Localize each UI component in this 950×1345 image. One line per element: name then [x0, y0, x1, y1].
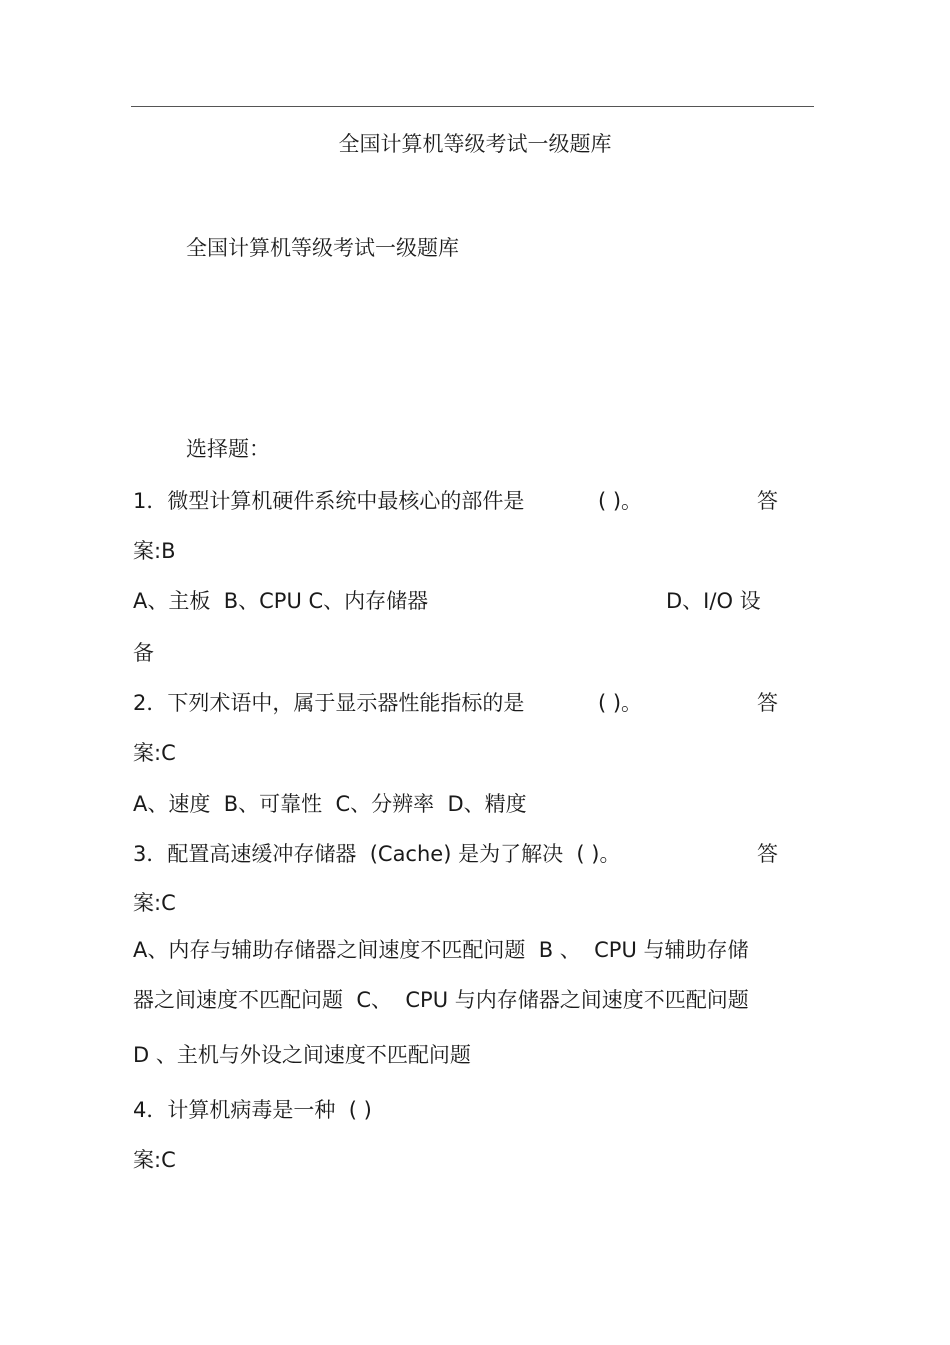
answer-blank: ( )。 [598, 691, 643, 715]
running-header-title: 全国计算机等级考试一级题库 [338, 132, 612, 156]
section-heading: 选择题： [186, 437, 270, 461]
options-line: 器之间速度不匹配问题 C、 CPU 与内存储器之间速度不匹配问题 [133, 988, 749, 1012]
answer-text: 案:C [133, 891, 176, 915]
document-title: 全国计算机等级考试一级题库 [186, 236, 459, 260]
answer-blank: ( )。 [598, 489, 643, 513]
answer-text: 案:C [133, 1148, 176, 1172]
options-line: D 、主机与外设之间速度不匹配问题 [133, 1043, 471, 1067]
question-stem: 4．计算机病毒是一种 ( ) [133, 1098, 372, 1122]
answer-prefix: 答 [757, 489, 778, 513]
options-line-tail: D、I/O 设 [666, 589, 761, 613]
answer-prefix: 答 [757, 842, 778, 866]
answer-text: 案:C [133, 741, 176, 765]
options-line: A、速度 B、可靠性 C、分辨率 D、精度 [133, 792, 527, 816]
header-rule [131, 106, 814, 107]
options-line: A、内存与辅助存储器之间速度不匹配问题 B 、 CPU 与辅助存储 [133, 938, 749, 962]
options-line: 备 [133, 641, 154, 665]
answer-prefix: 答 [757, 691, 778, 715]
options-line: A、主板 B、CPU C、内存储器 [133, 589, 429, 613]
question-stem: 3．配置高速缓冲存储器 (Cache) 是为了解决 ( )。 [133, 842, 621, 866]
question-stem: 2．下列术语中，属于显示器性能指标的是 [133, 691, 525, 715]
question-stem: 1．微型计算机硬件系统中最核心的部件是 [133, 489, 525, 513]
answer-text: 案:B [133, 539, 176, 563]
